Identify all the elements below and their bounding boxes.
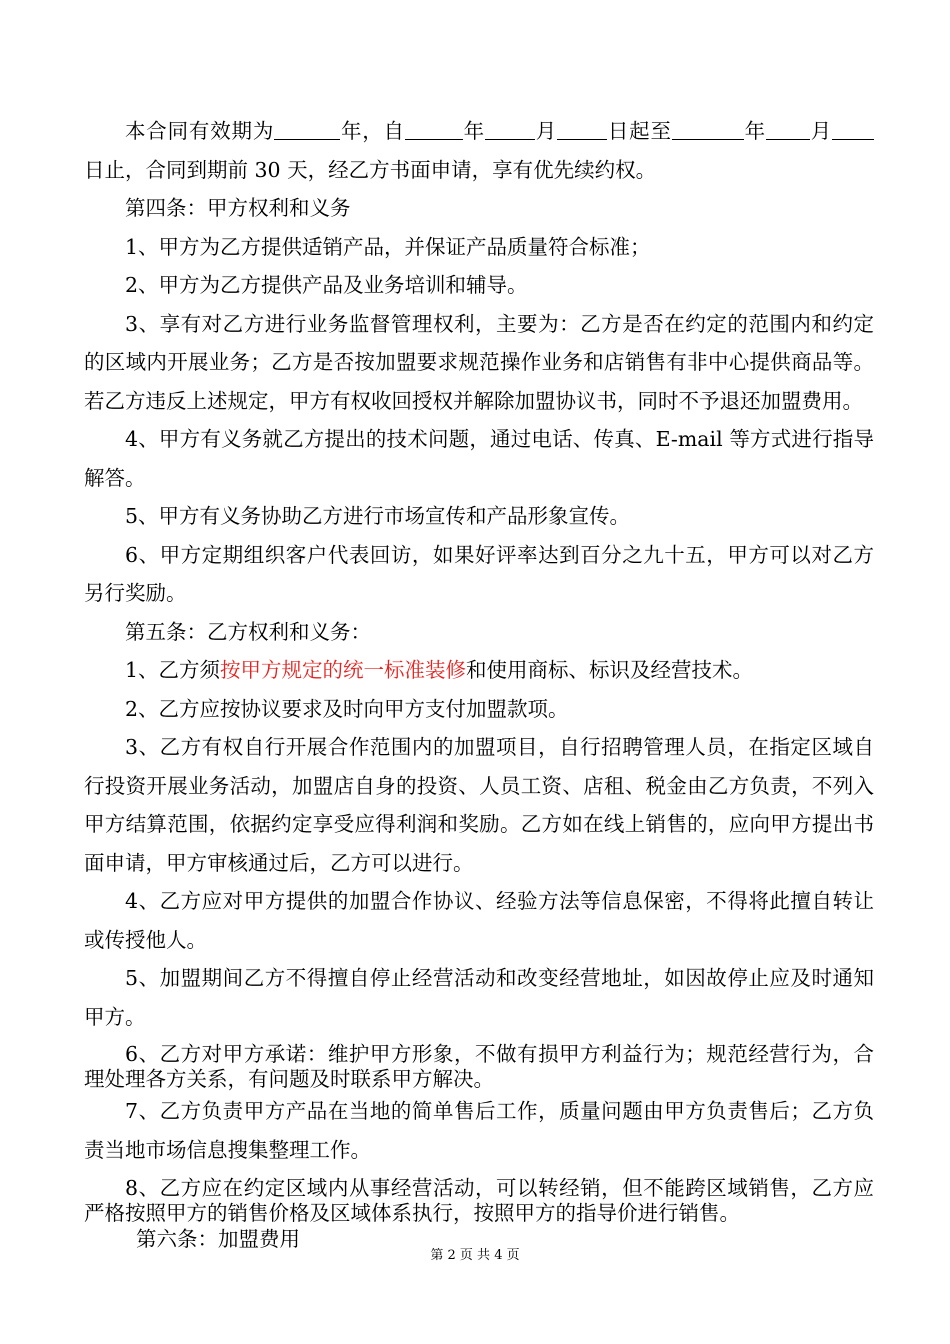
blank-start-month <box>485 119 535 140</box>
article4-item-6: 6、甲方定期组织客户代表回访，如果好评率达到百分之九十五，甲方可以对乙方另行奖励。 <box>84 542 874 605</box>
blank-term-years <box>274 119 340 140</box>
article5-item-8: 8、乙方应在约定区域内从事经营活动，可以转经销，但不能跨区域销售，乙方应严格按照甲方的销售价格及区域体系执行，按照甲方的指导价进行销售。 <box>84 1176 874 1225</box>
article4-item-3: 3、享有对乙方进行业务监督管理权利，主要为：乙方是否在约定的范围内和约定的区域内开展业务；乙方是否按加盟要求规范操作业务和店销售有非中心提供商品等。若乙方违反上述规定，甲方有权收回授权并解除加盟协议书，同时不予退还加盟费用。 <box>84 311 874 413</box>
document-body <box>84 112 874 1252</box>
article5-item-5: 5、加盟期间乙方不得擅自停止经营活动和改变经营地址，如因故停止应及时通知甲方。 <box>84 966 874 1029</box>
article5-item-1: 1、乙方须按甲方规定的统一标准装修和使用商标、标识及经营技术。 <box>125 658 754 682</box>
article4-item-1: 1、甲方为乙方提供适销产品，并保证产品质量符合标准； <box>125 234 651 259</box>
article5-item-2: 2、乙方应按协议要求及时向甲方支付加盟款项。 <box>125 696 569 721</box>
article5-item-3: 3、乙方有权自行开展合作范围内的加盟项目，自行招聘管理人员，在指定区域自行投资开展业务活动，加盟店自身的投资、人员工资、店租、税金由乙方负责，不列入甲方结算范围，依据约定享受应得利润和奖励。乙方如在线上销售的，应向甲方提出书面申请，甲方审核通过后，乙方可以进行。 <box>84 735 874 875</box>
highlighted-text: 按甲方规定的统一标准装修 <box>220 658 467 682</box>
article4-item-2: 2、甲方为乙方提供产品及业务培训和辅导。 <box>125 273 528 297</box>
blank-start-year <box>405 119 463 140</box>
article5-heading: 第五条：乙方权利和义务： <box>125 619 371 644</box>
blank-start-day <box>557 119 607 140</box>
article5-item-4: 4、乙方应对甲方提供的加盟合作协议、经验方法等信息保密，不得将此擅自转让或传授他人。 <box>84 889 874 952</box>
article4-item-5: 5、甲方有义务协助乙方进行市场宣传和产品形象宣传。 <box>125 504 631 528</box>
article4-item-4: 4、甲方有义务就乙方提出的技术问题，通过电话、传真、E-mail 等方式进行指导解答。 <box>84 427 874 490</box>
blank-end-month-a <box>766 119 810 140</box>
article6-heading: 第六条：加盟费用 <box>136 1227 300 1251</box>
article5-item-7: 7、乙方负责甲方产品在当地的简单售后工作，质量问题由甲方负责售后；乙方负责当地市场信息搜集整理工作。 <box>84 1099 874 1162</box>
article4-heading: 第四条：甲方权利和义务 <box>125 196 351 220</box>
blank-end-day <box>832 119 874 140</box>
blank-end-year <box>672 119 744 140</box>
article5-item-6: 6、乙方对甲方承诺：维护甲方形象，不做有损甲方利益行为；规范经营行为，合理处理各方关系，有问题及时联系甲方解决。 <box>84 1042 874 1091</box>
validity-paragraph: 本合同有效期为 年，自 年 月 日起至 年 月日止，合同到期前 30 天，经乙方书面申请，享有优先续约权。 <box>84 112 874 189</box>
page-footer: 第 2 页 共 4 页 <box>430 1248 520 1263</box>
